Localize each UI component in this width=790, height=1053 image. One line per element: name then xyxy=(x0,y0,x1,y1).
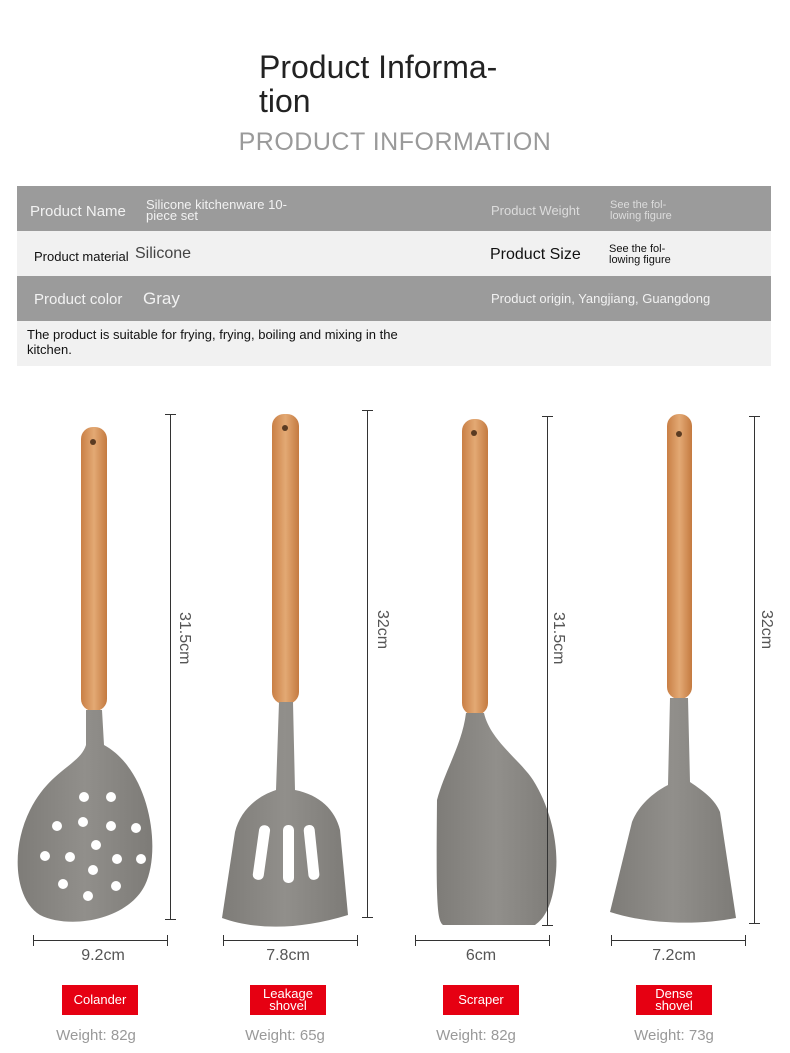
utensil-name-3: Scraper xyxy=(458,992,504,1007)
utensil-weight-1: Weight: 82g xyxy=(56,1027,136,1044)
length-ruler-4 xyxy=(754,416,755,924)
dense-shovel-illustration xyxy=(610,414,736,923)
info-row-material xyxy=(17,231,771,276)
length-ruler-2 xyxy=(367,410,368,918)
utensil-name-2: Leakage shovel xyxy=(263,986,313,1013)
width-label-1: 9.2cm xyxy=(81,947,125,964)
width-label-2: 7.8cm xyxy=(266,947,310,964)
product-color-value: Gray xyxy=(143,289,180,308)
utensil-weight-2: Weight: 65g xyxy=(245,1027,325,1044)
utensil-name-4: Dense shovel xyxy=(655,986,693,1013)
info-row-note xyxy=(17,321,771,366)
product-weight-label: Product Weight xyxy=(491,203,580,218)
width-ruler-4 xyxy=(611,940,746,941)
utensil-name-tag-2 xyxy=(250,985,326,1015)
leakage-shovel-illustration xyxy=(222,414,348,927)
product-name-value: Silicone kitchenware 10-piece set xyxy=(146,197,287,223)
length-ruler-1 xyxy=(170,414,171,920)
product-color-label: Product color xyxy=(34,291,123,308)
colander-illustration xyxy=(18,427,153,922)
page-title: Product Informa- tion xyxy=(259,49,498,119)
product-origin: Product origin, Yangjiang, Guangdong xyxy=(491,291,711,306)
product-usage-note: The product is suitable for frying, frying, boiling and mixing in the kitchen. xyxy=(27,327,398,357)
page-subtitle: PRODUCT INFORMATION xyxy=(238,128,552,156)
length-label-4: 32cm xyxy=(758,610,775,650)
width-ruler-2 xyxy=(223,940,358,941)
width-ruler-1 xyxy=(33,940,168,941)
product-size-label: Product Size xyxy=(490,246,581,263)
utensil-name-tag-3 xyxy=(443,985,519,1015)
utensil-weight-4: Weight: 73g xyxy=(634,1027,714,1044)
utensil-name-tag-1 xyxy=(62,985,138,1015)
info-row-name xyxy=(17,186,771,231)
utensil-illustrations xyxy=(0,400,790,940)
product-material-value: Silicone xyxy=(135,245,192,262)
product-material-label: Product material xyxy=(34,249,129,264)
scraper-illustration xyxy=(437,419,557,925)
length-label-1: 31.5cm xyxy=(176,612,193,665)
width-label-3: 6cm xyxy=(465,947,497,964)
length-label-3: 31.5cm xyxy=(550,612,567,665)
width-label-4: 7.2cm xyxy=(652,947,696,964)
utensil-name-1: Colander xyxy=(73,992,127,1007)
length-ruler-3 xyxy=(547,416,548,926)
product-weight-value: See the fol-lowing figure xyxy=(610,199,672,222)
product-name-label: Product Name xyxy=(30,203,126,220)
product-size-value: See the fol-lowing figure xyxy=(609,243,671,266)
length-label-2: 32cm xyxy=(374,610,391,650)
utensil-name-tag-4 xyxy=(636,985,712,1015)
utensil-weight-3: Weight: 82g xyxy=(436,1027,516,1044)
width-ruler-3 xyxy=(415,940,550,941)
info-row-color xyxy=(17,276,771,321)
